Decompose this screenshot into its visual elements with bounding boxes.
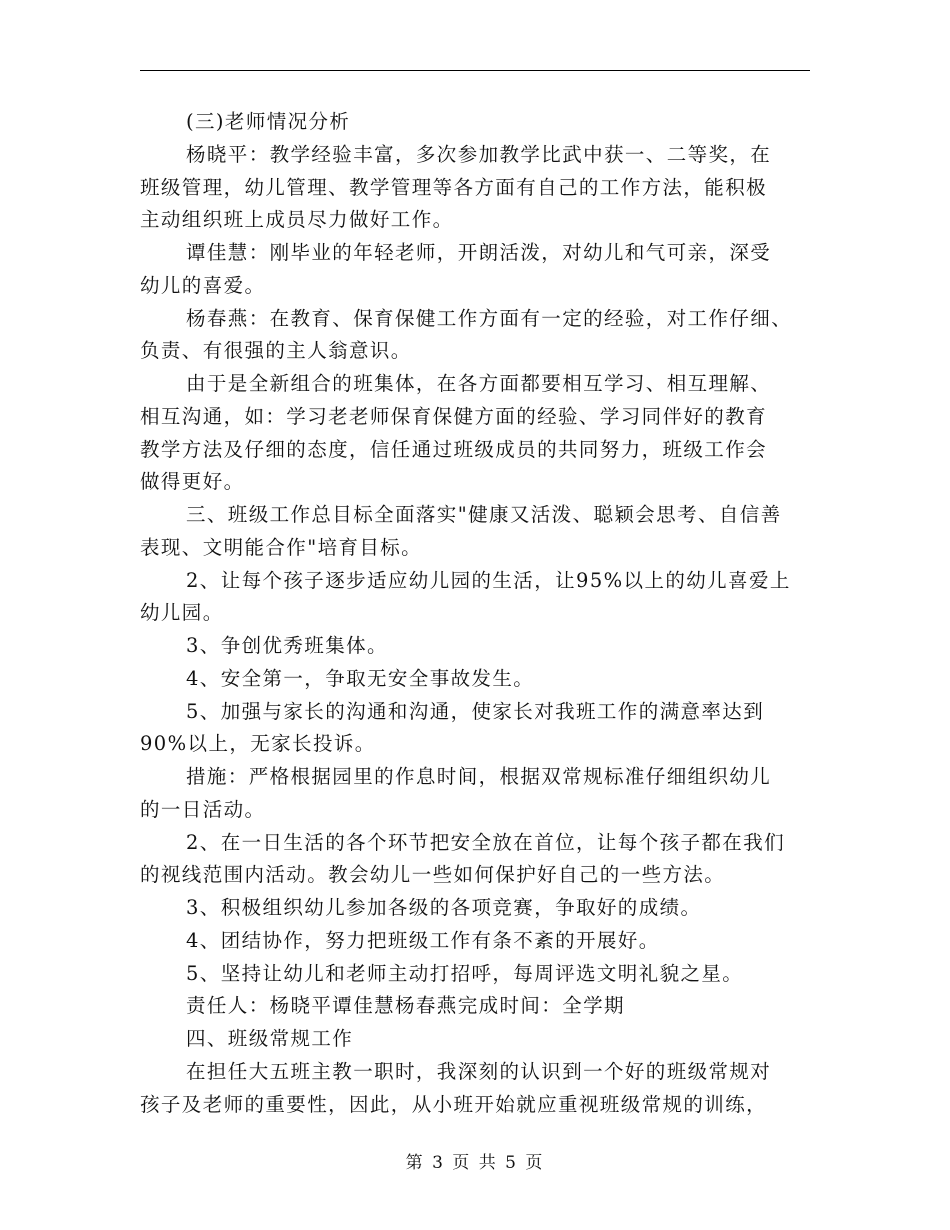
text-line: 措施：严格根据园里的作息时间，根据双常规标准仔细组织幼儿	[186, 765, 772, 788]
header-rule	[140, 70, 810, 71]
text-line: 做得更好。	[140, 470, 245, 494]
text-line: 表现、文明能合作"培育目标。	[140, 535, 423, 559]
text-line: 三、班级工作总目标全面落实"健康又活泼、聪颖会思考、自信善	[186, 503, 782, 526]
text-line: 孩子及老师的重要性，因此，从小班开始就应重视班级常规的训练，	[140, 1092, 768, 1116]
text-line: 幼儿园。	[140, 601, 224, 625]
text-line: 5、坚持让幼儿和老师主动打招呼，每周评选文明礼貌之星。	[186, 961, 744, 985]
page-footer: 第 3 页 共 5 页	[405, 1153, 545, 1173]
text-line: 5、加强与家长的沟通和沟通，使家长对我班工作的满意率达到	[186, 699, 765, 723]
text-line: 3、争创优秀班集体。	[186, 634, 388, 657]
text-line: 杨春燕：在教育、保育保健工作方面有一定的经验，对工作仔细、	[186, 306, 793, 330]
text-line: 的一日活动。	[140, 797, 266, 821]
text-line: 2、在一日生活的各个环节把安全放在首位，让每个孩子都在我们	[186, 830, 786, 854]
text-line: 教学方法及仔细的态度，信任通过班级成员的共同努力，班级工作会	[140, 437, 768, 461]
text-line: 的视线范围内活动。教会幼儿一些如何保护好自己的一些方法。	[140, 863, 726, 887]
text-line: 班级管理，幼儿管理、教学管理等各方面有自己的工作方法，能积极	[140, 175, 768, 199]
text-line: 3、积极组织幼儿参加各级的各项竞赛，争取好的成绩。	[186, 896, 702, 919]
text-line: (三)老师情况分析	[186, 110, 351, 133]
text-line: 相互沟通，如：学习老老师保育保健方面的经验、学习同伴好的教育	[140, 404, 768, 428]
text-line: 4、安全第一，争取无安全事故发生。	[186, 666, 535, 690]
text-line: 90%以上，无家长投诉。	[140, 732, 376, 756]
text-line: 负责、有很强的主人翁意识。	[140, 339, 412, 363]
text-line: 四、班级常规工作	[186, 1027, 354, 1050]
text-line: 责任人：杨晓平谭佳慧杨春燕完成时间：全学期	[186, 994, 625, 1018]
text-line: 幼儿的喜爱。	[140, 273, 266, 297]
text-line: 主动组织班上成员尽力做好工作。	[140, 208, 454, 232]
text-line: 2、让每个孩子逐步适应幼儿园的生活，让95%以上的幼儿喜爱上	[186, 568, 791, 592]
text-line: 谭佳慧：刚毕业的年轻老师，开朗活泼，对幼儿和气可亲，深受	[186, 241, 772, 264]
text-line: 在担任大五班主教一职时，我深刻的认识到一个好的班级常规对	[186, 1059, 772, 1083]
text-line: 4、团结协作，努力把班级工作有条不紊的开展好。	[186, 928, 660, 952]
text-line: 杨晓平：教学经验丰富，多次参加教学比武中获一、二等奖，在	[186, 142, 772, 166]
body-text	[140, 106, 810, 1121]
text-line: 由于是全新组合的班集体，在各方面都要相互学习、相互理解、	[186, 372, 772, 395]
